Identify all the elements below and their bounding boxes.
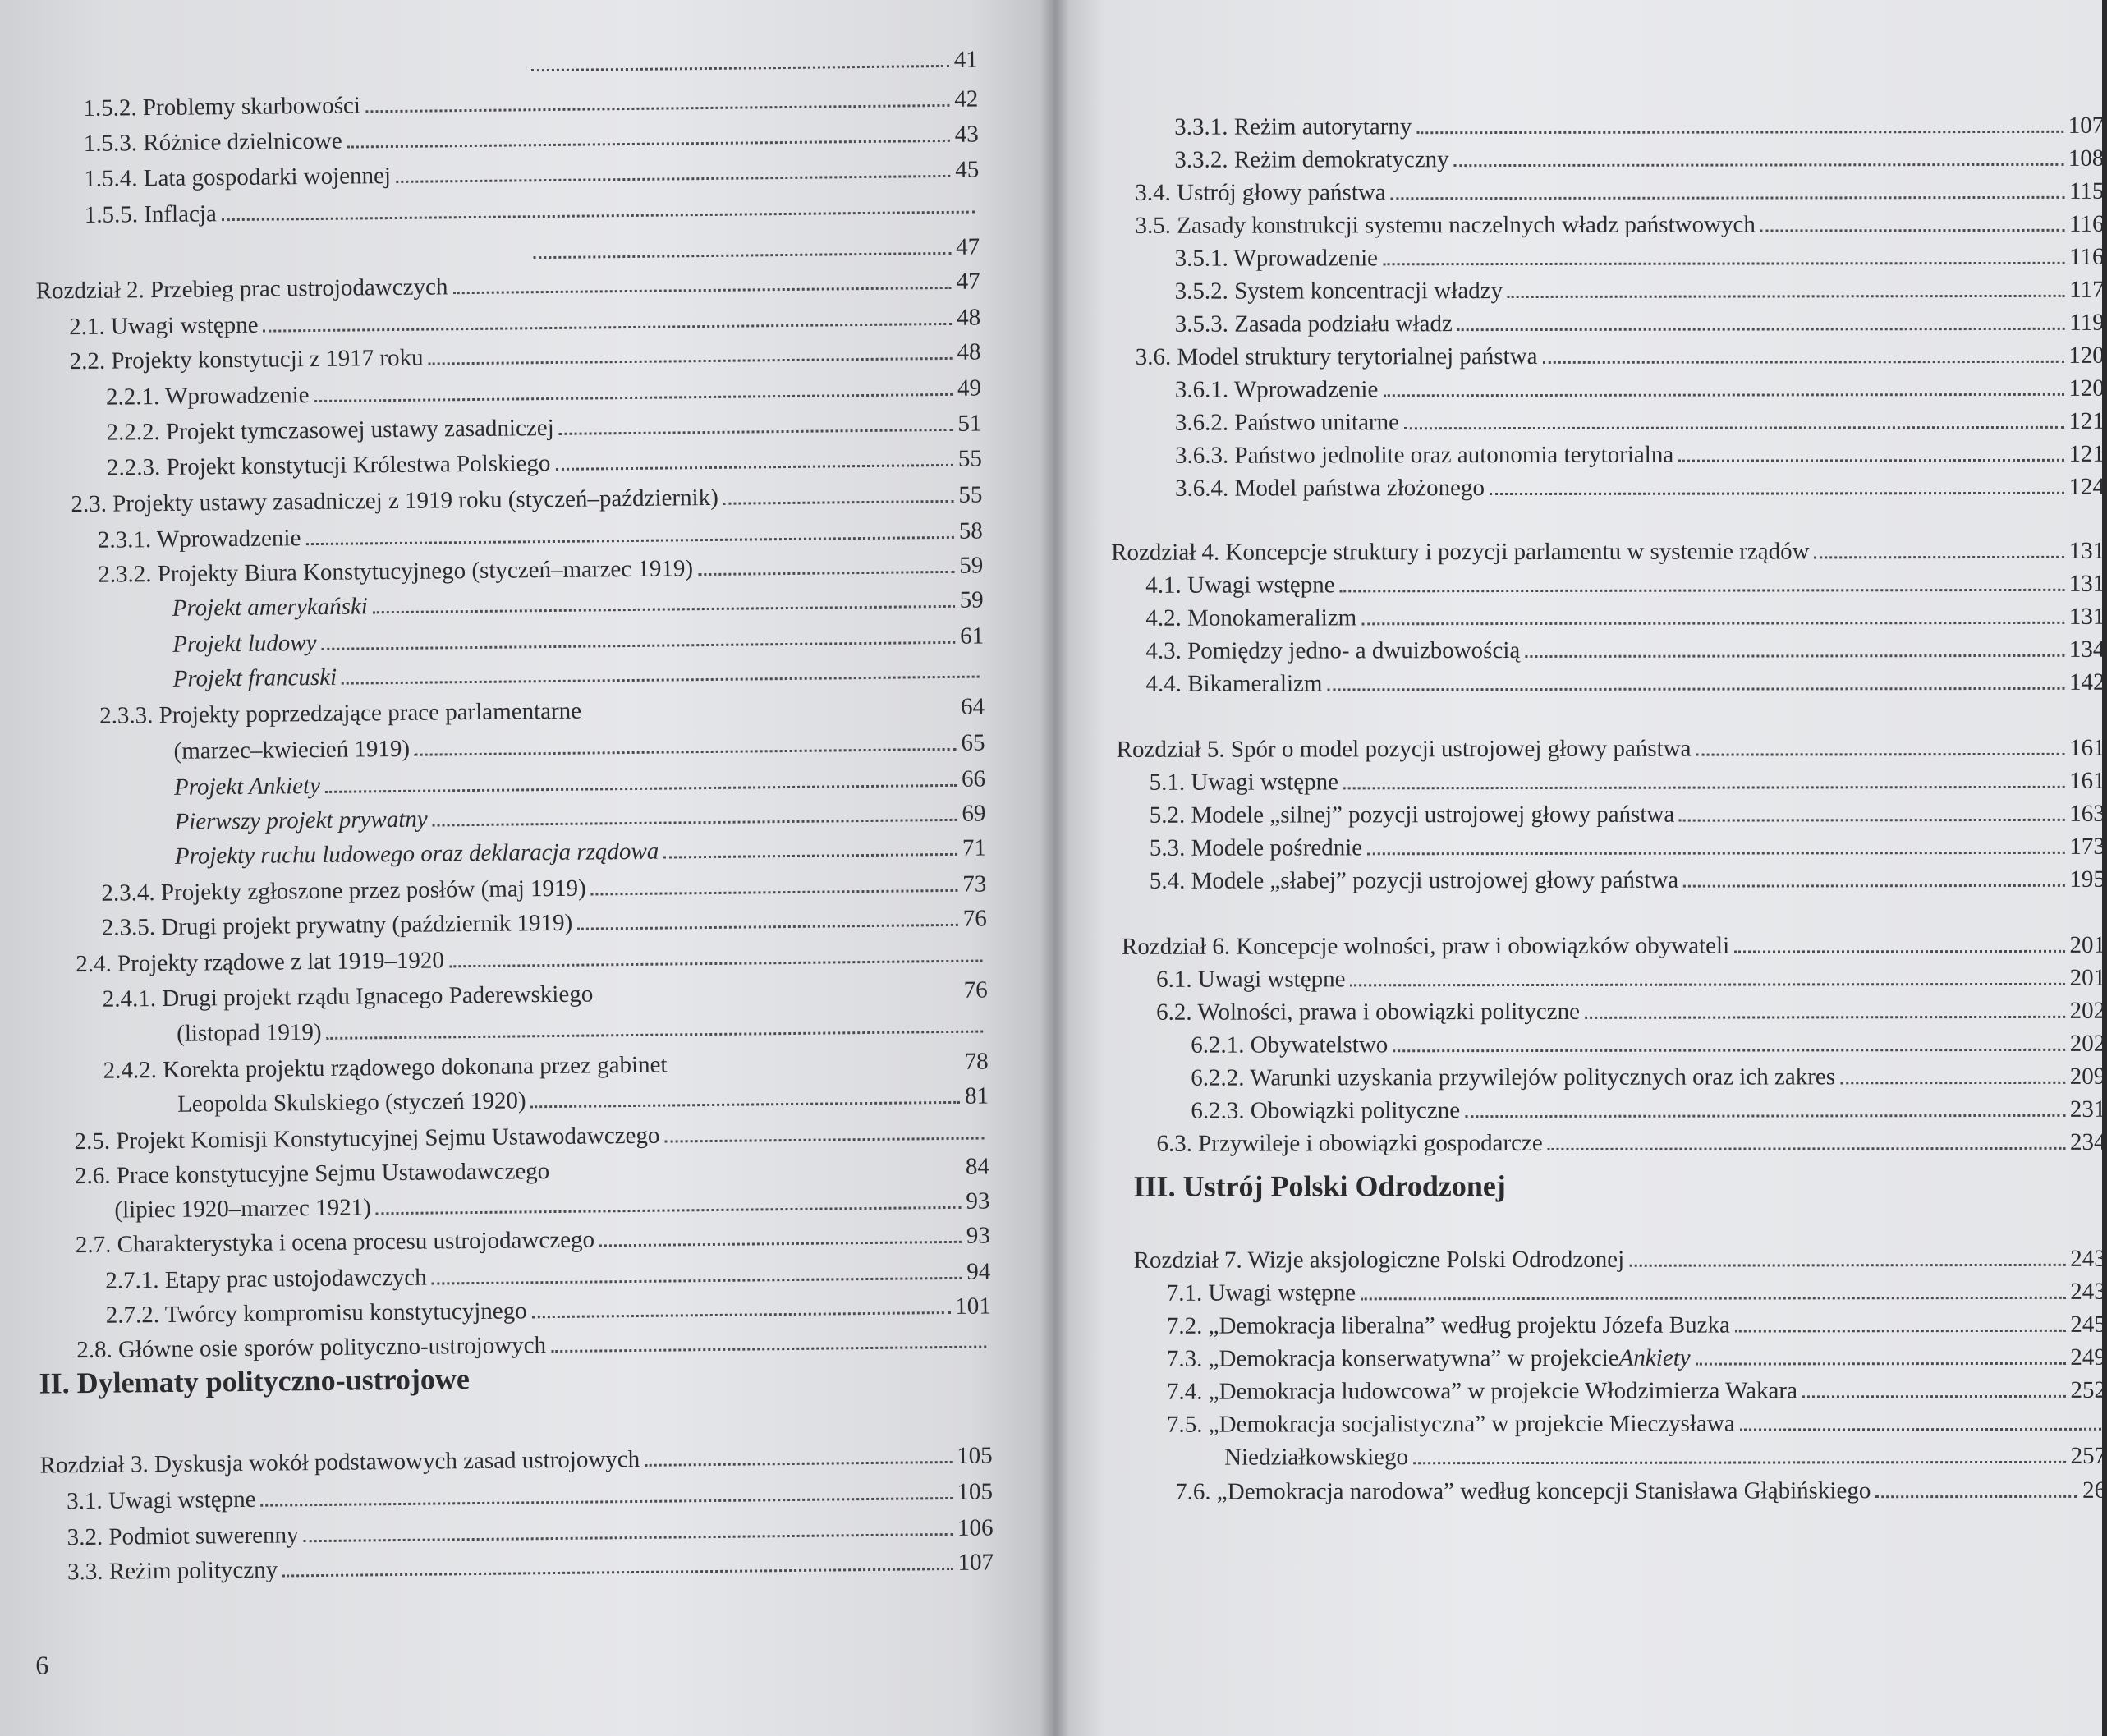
dot-leader bbox=[1802, 1395, 2066, 1398]
toc-entry bbox=[1191, 1091, 2105, 1125]
dot-leader bbox=[664, 1137, 984, 1143]
toc-entry-title: 2.2.2. Projekt tymczasowej ustawy zasadniczej bbox=[106, 414, 554, 446]
toc-entry-title: Projekt amerykański bbox=[172, 593, 369, 622]
dot-leader bbox=[1465, 1114, 2065, 1118]
toc-entry-title: 3.5.1. Wprowadzenie bbox=[1174, 245, 1379, 272]
toc-entry bbox=[1122, 926, 2105, 961]
dot-leader bbox=[1383, 393, 2063, 397]
toc-entry-title: 6.3. Przywileje i obowiązki gospodarcze bbox=[1156, 1129, 1543, 1157]
toc-entry bbox=[103, 971, 988, 1013]
toc-entry-title: 5.4. Modele „słabej” pozycji ustrojowej głowy państwa bbox=[1149, 866, 1679, 894]
dot-leader bbox=[533, 252, 951, 259]
dot-leader bbox=[645, 1461, 952, 1467]
toc-entry bbox=[1167, 1339, 2106, 1373]
part-heading: II. Dylematy polityczno-ustrojowe bbox=[39, 1362, 471, 1400]
toc-entry-page: 61 bbox=[960, 622, 985, 650]
toc-entry-title: 2.2.1. Wprowadzenie bbox=[105, 382, 310, 411]
dot-leader bbox=[1393, 1049, 2064, 1052]
toc-entry-page: 93 bbox=[966, 1222, 990, 1249]
page-number: 6 bbox=[35, 1650, 49, 1680]
toc-entry-page: 84 bbox=[965, 1153, 990, 1180]
book-gutter bbox=[1040, 0, 1069, 1736]
toc-entry bbox=[175, 829, 986, 870]
dot-leader bbox=[663, 853, 957, 859]
dot-leader bbox=[599, 1241, 962, 1247]
toc-entry-title: (listopad 1919) bbox=[177, 1018, 322, 1047]
dot-leader bbox=[1815, 556, 2064, 559]
toc-entry-title: 2.4.1. Drugi projekt rządu Ignacego Paderewskiego bbox=[102, 981, 594, 1013]
toc-entry-title: Pierwszy projekt prywatny bbox=[174, 806, 428, 835]
dot-leader bbox=[449, 960, 982, 968]
dot-leader bbox=[304, 1533, 953, 1542]
toc-entry-page: 231 bbox=[2069, 1095, 2106, 1123]
toc-entry bbox=[1117, 729, 2105, 764]
toc-entry-title: 7.4. „Demokracja ludowcowa” w projekcie Włodzimierza Wakara bbox=[1166, 1377, 1797, 1405]
toc-entry-title: 3.3. Reżim polityczny bbox=[67, 1556, 278, 1586]
dot-leader bbox=[1696, 753, 2065, 756]
toc-entry-page: 163 bbox=[2069, 800, 2105, 827]
dot-leader bbox=[396, 175, 950, 183]
toc-entry-title: 5.1. Uwagi wstępne bbox=[1149, 769, 1339, 796]
dot-leader bbox=[672, 1069, 960, 1072]
toc-entry-title: 1.5.2. Problemy skarbowości bbox=[83, 92, 361, 122]
dot-leader bbox=[1696, 1362, 2066, 1366]
toc-entry-page: 59 bbox=[959, 586, 984, 613]
toc-entry bbox=[85, 187, 980, 229]
toc-entry-page: 76 bbox=[962, 905, 987, 932]
dot-leader bbox=[591, 889, 958, 896]
toc-entry-page: 93 bbox=[966, 1187, 990, 1215]
dot-leader bbox=[1508, 295, 2064, 298]
toc-entry-page: 26 bbox=[2082, 1477, 2107, 1504]
dot-leader bbox=[556, 464, 954, 471]
toc-entry-page: 94 bbox=[966, 1258, 991, 1285]
toc-entry-page: 121 bbox=[2068, 440, 2105, 467]
toc-entry bbox=[1145, 565, 2105, 599]
toc-entry-title: 1.5.4. Lata gospodarki wojennej bbox=[84, 163, 392, 192]
dot-leader bbox=[531, 65, 949, 71]
toc-entry bbox=[71, 476, 982, 519]
toc-entry-title: Niedziałkowskiego bbox=[1224, 1444, 1409, 1471]
toc-entry bbox=[528, 228, 980, 266]
dot-leader bbox=[365, 104, 949, 113]
toc-entry-page: 201 bbox=[2069, 964, 2106, 991]
toc-entry bbox=[106, 405, 981, 447]
toc-entry-page: 173 bbox=[2069, 833, 2105, 860]
dot-leader bbox=[1525, 654, 2064, 658]
toc-entry-title-italic: Ankiety bbox=[1618, 1344, 1691, 1371]
toc-entry bbox=[102, 899, 987, 941]
toc-entry-title: 2.7. Charakterystyka i ocena procesu ustrojodawczego bbox=[75, 1226, 595, 1259]
toc-entry-page: 107 bbox=[957, 1549, 994, 1576]
toc-entry-title: 3.5.3. Zasada podziału władz bbox=[1174, 310, 1453, 338]
dot-leader bbox=[1367, 852, 2064, 855]
toc-entry bbox=[1150, 762, 2105, 797]
toc-entry-page: 131 bbox=[2068, 537, 2105, 564]
toc-entry-title: 5.2. Modele „silnej” pozycji ustrojowej głowy państwa bbox=[1149, 801, 1675, 829]
toc-entry-title: 3.1. Uwagi wstępne bbox=[66, 1486, 256, 1515]
dot-leader bbox=[1740, 1428, 2101, 1431]
toc-entry-page: 245 bbox=[2070, 1311, 2106, 1338]
dot-leader bbox=[1760, 229, 2064, 232]
toc-entry bbox=[1156, 992, 2105, 1026]
toc-entry-page: 108 bbox=[2068, 145, 2105, 172]
dot-leader bbox=[1361, 1297, 2065, 1300]
dot-leader bbox=[723, 500, 954, 505]
toc-entry-title: 7.5. „Demokracja socjalistyczna” w projekcie Mieczysława bbox=[1167, 1410, 1735, 1438]
toc-entry-page: 243 bbox=[2070, 1278, 2106, 1305]
toc-entry-page: 78 bbox=[964, 1048, 989, 1075]
toc-entry-page: 142 bbox=[2068, 668, 2105, 696]
toc-entry-title: 3.5.2. System koncentracji władzy bbox=[1174, 278, 1503, 305]
dot-leader bbox=[429, 357, 953, 365]
toc-entry bbox=[106, 370, 981, 411]
toc-entry-page: 43 bbox=[954, 121, 979, 148]
toc-entry bbox=[173, 723, 985, 765]
dot-leader bbox=[1454, 163, 2063, 167]
dot-leader bbox=[1683, 884, 2064, 888]
toc-entry bbox=[84, 151, 979, 193]
toc-entry-page: 69 bbox=[962, 800, 986, 827]
toc-entry bbox=[39, 1436, 992, 1479]
toc-entry-title: 4.3. Pomiędzy jedno- a dwuizbowością bbox=[1145, 637, 1521, 664]
dot-leader bbox=[598, 998, 958, 1002]
toc-entry-title: 2.3. Projekty ustawy zasadniczej z 1919 roku (styczeń–październik) bbox=[71, 484, 718, 518]
toc-entry-title: Rozdział 6. Koncepcje wolności, praw i obowiązków obywateli bbox=[1121, 932, 1730, 960]
toc-entry bbox=[172, 651, 984, 692]
toc-entry bbox=[1175, 1472, 2106, 1506]
toc-entry bbox=[35, 263, 980, 305]
dot-leader bbox=[1340, 589, 2064, 593]
toc-entry-page: 195 bbox=[2069, 866, 2105, 893]
dot-leader bbox=[373, 605, 955, 613]
toc-entry bbox=[1134, 1240, 2106, 1274]
toc-entry bbox=[1175, 402, 2105, 437]
dot-leader bbox=[342, 676, 980, 685]
dot-leader bbox=[698, 571, 954, 576]
toc-entry bbox=[84, 116, 979, 158]
dot-leader bbox=[1350, 983, 2064, 987]
dot-leader bbox=[532, 1311, 951, 1318]
toc-entry-title: (marzec–kwiecień 1919) bbox=[173, 735, 411, 765]
toc-entry-page: 234 bbox=[2069, 1128, 2106, 1155]
toc-entry-page: 55 bbox=[957, 445, 983, 472]
dot-leader bbox=[1875, 1495, 2077, 1498]
toc-entry-title: Leopolda Skulskiego (styczeń 1920) bbox=[177, 1087, 526, 1118]
dot-leader bbox=[432, 1277, 962, 1285]
toc-entry-page: 121 bbox=[2068, 407, 2105, 434]
dot-leader bbox=[1343, 786, 2064, 790]
toc-entry-page: 64 bbox=[960, 693, 985, 720]
toc-entry-page: 257 bbox=[2070, 1442, 2107, 1469]
right-toc bbox=[1053, 0, 2105, 1736]
dot-leader bbox=[1735, 1330, 2065, 1333]
dot-leader bbox=[347, 140, 950, 149]
toc-entry-page: 42 bbox=[954, 85, 979, 113]
dot-leader bbox=[1678, 459, 2063, 462]
right-page bbox=[1053, 0, 2107, 1736]
toc-entry-page: 107 bbox=[2068, 112, 2105, 139]
toc-entry-page: 47 bbox=[956, 268, 980, 295]
toc-entry-title: 3.6. Model struktury terytorialnej państwa bbox=[1135, 342, 1538, 370]
toc-entry-page: 45 bbox=[955, 156, 980, 183]
toc-entry-title: 4.4. Bikameralizm bbox=[1145, 670, 1323, 697]
toc-entry bbox=[1145, 631, 2105, 665]
toc-entry-page: 81 bbox=[964, 1082, 989, 1109]
dot-leader bbox=[1679, 819, 2064, 822]
toc-entry-title: Rozdział 4. Koncepcje struktury i pozycji parlamentu w systemie rządów bbox=[1111, 538, 1810, 566]
toc-entry-page: 41 bbox=[953, 46, 978, 73]
toc-entry bbox=[172, 581, 984, 622]
toc-entry-title: 2.7.1. Etapy prac ustojodawczych bbox=[105, 1264, 427, 1294]
toc-entry bbox=[1175, 468, 2105, 503]
toc-entry-page: 71 bbox=[962, 834, 987, 861]
toc-entry-title: 2.4.2. Korekta projektu rządowego dokonana przez gabinet bbox=[103, 1051, 668, 1084]
toc-entry-page: 105 bbox=[957, 1478, 994, 1505]
toc-entry bbox=[1111, 532, 2105, 567]
dot-leader bbox=[554, 1174, 961, 1178]
toc-entry-title: 2.3.5. Drugi projekt prywatny (październik 1919) bbox=[101, 909, 573, 941]
toc-entry-title: 3.6.3. Państwo jednolite oraz autonomia terytorialna bbox=[1174, 441, 1674, 469]
toc-entry-title: 6.1. Uwagi wstępne bbox=[1156, 966, 1346, 993]
toc-entry-page: 76 bbox=[963, 976, 988, 1003]
toc-entry bbox=[1224, 1437, 2106, 1472]
toc-entry bbox=[1175, 271, 2105, 305]
toc-entry-title: 2.3.2. Projekty Biura Konstytucyjnego (styczeń–marzec 1919) bbox=[98, 555, 694, 588]
toc-entry-page: 134 bbox=[2068, 636, 2105, 663]
toc-entry-page: 66 bbox=[961, 765, 986, 792]
dot-leader bbox=[1383, 262, 2064, 265]
dot-leader bbox=[577, 924, 958, 930]
toc-entry-page: 48 bbox=[956, 304, 981, 331]
dot-leader bbox=[1734, 950, 2064, 953]
dot-leader bbox=[1413, 1461, 2066, 1464]
toc-entry bbox=[1156, 959, 2105, 994]
toc-entry bbox=[1175, 304, 2105, 338]
toc-entry-page: 117 bbox=[2069, 276, 2105, 303]
dot-leader bbox=[282, 1568, 953, 1578]
toc-entry bbox=[107, 440, 982, 482]
toc-entry bbox=[1135, 172, 2104, 207]
toc-entry-page: 115 bbox=[2068, 177, 2105, 204]
toc-entry-title: 3.2. Podmiot suwerenny bbox=[67, 1522, 299, 1551]
toc-entry-title: 2.4. Projekty rządowe z lat 1919–1920 bbox=[76, 947, 445, 978]
toc-entry bbox=[1175, 435, 2105, 470]
toc-entry bbox=[1136, 337, 2105, 371]
dot-leader bbox=[415, 748, 957, 756]
toc-entry-title: 2.8. Główne osie sporów polityczno-ustrojowych bbox=[76, 1332, 547, 1364]
dot-leader bbox=[1416, 131, 2063, 134]
toc-entry-title: 2.3.3. Projekty poprzedzające prace parlamentarne bbox=[99, 697, 582, 729]
toc-entry-title: Rozdział 7. Wizje aksjologiczne Polski Odrodzonej bbox=[1133, 1246, 1625, 1274]
toc-entry bbox=[1150, 795, 2105, 829]
toc-entry-page: 131 bbox=[2068, 603, 2105, 630]
toc-entry-page: 120 bbox=[2068, 374, 2105, 402]
toc-entry-title: 3.5. Zasady konstrukcji systemu naczelnych władz państwowych bbox=[1135, 211, 1756, 239]
toc-entry bbox=[177, 1077, 989, 1118]
toc-entry-page: 116 bbox=[2069, 210, 2105, 237]
toc-entry-title: 3.4. Ustrój głowy państwa bbox=[1135, 179, 1386, 206]
toc-entry bbox=[1174, 107, 2104, 141]
toc-entry bbox=[1150, 828, 2105, 862]
toc-entry-page: 49 bbox=[957, 374, 982, 402]
toc-entry-title: 3.3.2. Reżim demokratyczny bbox=[1174, 146, 1449, 173]
dot-leader bbox=[1457, 328, 2064, 331]
toc-entry-title: Projekt ludowy bbox=[172, 630, 317, 658]
toc-entry-title: 3.3.1. Reżim autorytarny bbox=[1174, 113, 1412, 140]
toc-entry bbox=[1145, 664, 2105, 698]
toc-entry-page: 202 bbox=[2069, 997, 2106, 1024]
dot-leader bbox=[1490, 492, 2064, 495]
toc-entry-page: 105 bbox=[956, 1442, 993, 1469]
dot-leader bbox=[1542, 361, 2063, 364]
toc-entry-page: 106 bbox=[957, 1514, 994, 1541]
toc-entry-page: 116 bbox=[2069, 243, 2105, 270]
toc-entry-title: 2.3.1. Wprowadzenie bbox=[97, 525, 301, 553]
toc-entry-page: 51 bbox=[957, 410, 982, 437]
dot-leader bbox=[305, 536, 953, 545]
dot-leader bbox=[1585, 1016, 2065, 1019]
dot-leader bbox=[327, 1031, 984, 1040]
toc-entry bbox=[177, 1006, 988, 1047]
toc-entry-page: 47 bbox=[956, 233, 980, 260]
dot-leader bbox=[1327, 687, 2063, 691]
toc-entry-page: 120 bbox=[2068, 342, 2105, 369]
toc-entry-title: Rozdział 2. Przebieg prac ustrojodawczych bbox=[35, 273, 448, 305]
toc-entry-page: 58 bbox=[958, 517, 984, 544]
toc-entry-title: 6.2.2. Warunki uzyskania przywilejów politycznych oraz ich zakres bbox=[1191, 1063, 1836, 1091]
dot-leader bbox=[314, 393, 953, 402]
toc-entry bbox=[1167, 1273, 2106, 1307]
dot-leader bbox=[1548, 1147, 2065, 1150]
dot-leader bbox=[376, 1206, 962, 1215]
toc-entry-title: 6.2.3. Obowiązki polityczne bbox=[1191, 1097, 1461, 1124]
toc-entry-title: Projekty ruchu ludowego oraz deklaracja rządowa bbox=[174, 838, 659, 870]
dot-leader bbox=[1629, 1264, 2065, 1267]
dot-leader bbox=[1840, 1082, 2065, 1084]
toc-entry-title: 2.3.4. Projekty zgłoszone przez posłów (maj 1919) bbox=[101, 875, 586, 907]
toc-entry-title: 2.6. Prace konstytucyjne Sejmu Ustawodawczego bbox=[74, 1158, 550, 1190]
toc-entry-title: 4.1. Uwagi wstępne bbox=[1145, 572, 1335, 599]
toc-entry bbox=[526, 41, 978, 79]
toc-entry-title: 3.6.4. Model państwa złożonego bbox=[1175, 475, 1485, 502]
toc-entry bbox=[83, 80, 978, 122]
toc-entry-title: Rozdział 5. Spór o model pozycji ustrojowej głowy państwa bbox=[1116, 735, 1692, 763]
dot-leader bbox=[531, 1101, 961, 1108]
toc-entry-page: 119 bbox=[2069, 309, 2105, 336]
dot-leader bbox=[322, 641, 956, 650]
dot-leader bbox=[264, 323, 953, 333]
dot-leader bbox=[551, 1346, 986, 1353]
toc-entry-page: 124 bbox=[2068, 473, 2105, 500]
toc-entry-page: 73 bbox=[962, 870, 987, 898]
toc-entry-title: 6.2.1. Obywatelstwo bbox=[1191, 1031, 1389, 1059]
toc-entry-title: 2.5. Projekt Komisji Konstytucyjnej Sejmu Ustawodawczego bbox=[74, 1122, 660, 1155]
toc-entry bbox=[1145, 598, 2105, 632]
toc-entry-title: 7.1. Uwagi wstępne bbox=[1166, 1279, 1356, 1307]
toc-entry bbox=[67, 1472, 993, 1515]
dot-leader bbox=[433, 819, 957, 827]
toc-entry-page: 161 bbox=[2069, 734, 2105, 761]
toc-entry-title: 3.6.2. Państwo unitarne bbox=[1174, 409, 1399, 436]
toc-entry-page: 65 bbox=[961, 729, 985, 756]
toc-entry-title: Projekt Ankiety bbox=[173, 772, 321, 801]
toc-entry bbox=[1174, 140, 2104, 174]
toc-entry bbox=[1156, 1123, 2105, 1158]
toc-entry-page: 202 bbox=[2069, 1030, 2106, 1057]
toc-entry bbox=[1175, 370, 2105, 404]
toc-entry bbox=[1150, 861, 2105, 895]
dot-leader bbox=[1361, 622, 2064, 625]
toc-entry-page: 131 bbox=[2068, 570, 2105, 597]
toc-entry-title: 7.2. „Demokracja liberalna” według projektu Józefa Buzka bbox=[1166, 1311, 1730, 1339]
toc-entry bbox=[1167, 1371, 2106, 1406]
toc-entry bbox=[1191, 1058, 2105, 1092]
toc-entry-title: (lipiec 1920–marzec 1921) bbox=[114, 1194, 372, 1224]
toc-entry-title: 7.6. „Demokracja narodowa” według koncepcji Stanisława Głąbińskiego bbox=[1175, 1477, 1871, 1505]
toc-entry-page: 59 bbox=[959, 552, 984, 579]
toc-entry-page: 249 bbox=[2070, 1343, 2106, 1371]
toc-entry bbox=[1191, 1025, 2105, 1059]
toc-entry-page: 161 bbox=[2069, 767, 2105, 794]
toc-entry-title: Rozdział 3. Dyskusja wokół podstawowych zasad ustrojowych bbox=[39, 1445, 640, 1479]
toc-entry-title: 2.2. Projekty konstytucji z 1917 roku bbox=[69, 344, 424, 375]
dot-leader bbox=[1404, 426, 2063, 429]
toc-entry-title: 2.7.2. Twórcy kompromisu konstytucyjnego bbox=[105, 1297, 527, 1329]
toc-entry bbox=[1167, 1404, 2106, 1439]
toc-entry-title: 2.2.3. Projekt konstytucji Królestwa Polskiego bbox=[106, 450, 551, 481]
toc-entry bbox=[99, 687, 985, 729]
toc-entry-title: 4.2. Monokameralizm bbox=[1145, 604, 1357, 631]
left-page bbox=[0, 0, 1053, 1736]
dot-leader bbox=[586, 714, 956, 719]
toc-entry-title: 7.3. „Demokracja konserwatywna” w projekcie bbox=[1166, 1344, 1619, 1372]
toc-entry-page: 101 bbox=[955, 1293, 991, 1320]
toc-entry-title: 5.3. Modele pośrednie bbox=[1149, 834, 1363, 861]
toc-entry-page: 48 bbox=[957, 338, 981, 365]
toc-entry-page: 201 bbox=[2069, 931, 2106, 958]
toc-entry-title: 1.5.5. Inflacja bbox=[84, 200, 217, 228]
toc-entry-page: 209 bbox=[2069, 1063, 2106, 1090]
dot-leader bbox=[325, 784, 957, 793]
dot-leader bbox=[261, 1497, 953, 1507]
toc-entry-page: 243 bbox=[2070, 1245, 2106, 1272]
toc-entry bbox=[1135, 205, 2104, 240]
dot-leader bbox=[452, 287, 951, 294]
toc-entry-title: 6.2. Wolności, prawa i obowiązki polityczne bbox=[1156, 998, 1580, 1026]
toc-entry bbox=[1175, 238, 2105, 273]
toc-entry-title: 2.1. Uwagi wstępne bbox=[69, 311, 259, 341]
toc-entry bbox=[1167, 1306, 2106, 1340]
toc-entry-page: 55 bbox=[958, 481, 983, 508]
toc-entry-title: Projekt francuski bbox=[172, 664, 337, 692]
toc-entry-title: 1.5.3. Różnice dzielnicowe bbox=[83, 127, 342, 157]
dot-leader bbox=[222, 211, 975, 222]
dot-leader bbox=[559, 429, 953, 435]
dot-leader bbox=[1391, 196, 2064, 200]
toc-entry-title: 3.6.1. Wprowadzenie bbox=[1174, 376, 1379, 403]
part-heading: III. Ustrój Polski Odrodzonej bbox=[1133, 1169, 1506, 1203]
toc-entry-page: 252 bbox=[2070, 1376, 2106, 1403]
